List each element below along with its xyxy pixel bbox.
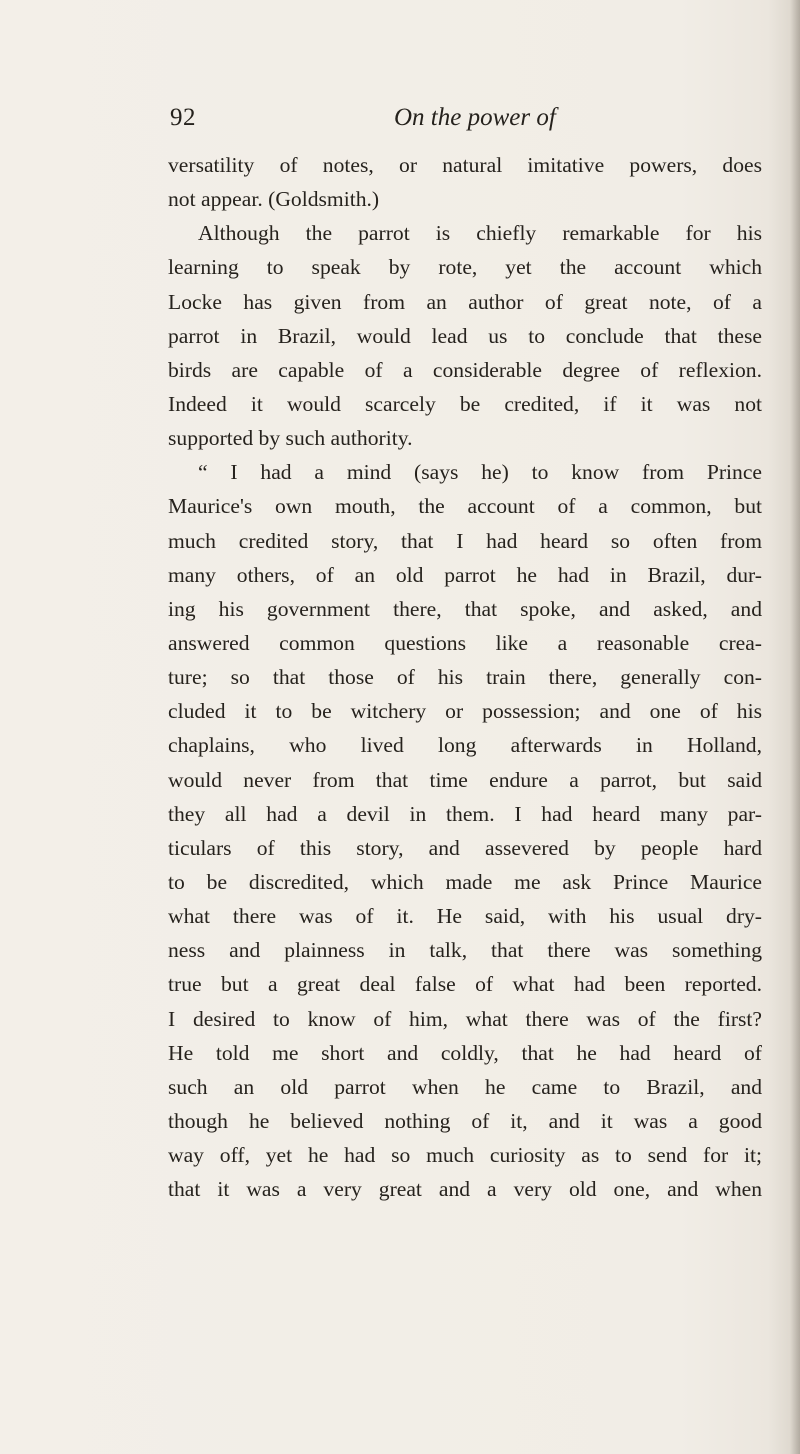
- text-line: not appear. (Goldsmith.): [168, 187, 380, 212]
- page-number: 92: [170, 104, 196, 131]
- text-line: ness and plainness in talk, that there was something: [168, 938, 762, 963]
- text-line: answered common questions like a reasonable crea-: [168, 630, 762, 655]
- text-line: ing his government there, that spoke, and asked, and: [168, 596, 762, 621]
- text-line: versatility of notes, or natural imitative powers, does: [168, 153, 762, 177]
- running-title: On the power of: [394, 104, 556, 131]
- text-line: ture; so that those of his train there, generally con-: [168, 665, 762, 690]
- text-line: many others, of an old parrot he had in Brazil, dur-: [168, 562, 762, 587]
- text-line: what there was of it. He said, with his usual dry-: [168, 904, 762, 929]
- text-line: such an old parrot when he came to Brazil, and: [168, 1074, 762, 1099]
- text-line: chaplains, who lived long afterwards in Holland,: [168, 733, 762, 758]
- page-edge-shadow: [790, 0, 800, 1454]
- text-line: parrot in Brazil, would lead us to conclude that these: [168, 323, 762, 348]
- text-line: birds are capable of a considerable degree of reflexion.: [168, 357, 762, 382]
- text-line: Although the parrot is chiefly remarkable for his: [198, 221, 762, 246]
- text-line: cluded it to be witchery or possession; and one of his: [168, 699, 762, 724]
- text-line: that it was a very great and a very old one, and when: [168, 1177, 762, 1202]
- text-line: they all had a devil in them. I had heard many par-: [168, 801, 762, 826]
- text-line: would never from that time endure a parrot, but said: [168, 767, 762, 792]
- text-line: Locke has given from an author of great note, of a: [168, 289, 762, 314]
- text-line: learning to speak by rote, yet the account which: [168, 255, 762, 280]
- running-header: [170, 104, 630, 140]
- text-line: to be discredited, which made me ask Prince Maurice: [168, 869, 762, 894]
- body-text: [168, 148, 762, 1206]
- text-line: He told me short and coldly, that he had heard of: [168, 1040, 762, 1065]
- text-line: I desired to know of him, what there was of the first?: [168, 1006, 762, 1031]
- text-line: though he believed nothing of it, and it was a good: [168, 1108, 762, 1133]
- text-line: Indeed it would scarcely be credited, if it was not: [168, 391, 762, 416]
- text-line: way off, yet he had so much curiosity as to send for it;: [168, 1143, 762, 1168]
- text-line: “ I had a mind (says he) to know from Prince: [198, 460, 762, 485]
- text-line: supported by such authority.: [168, 426, 413, 451]
- text-line: Maurice's own mouth, the account of a common, but: [168, 494, 762, 519]
- text-line: much credited story, that I had heard so often from: [168, 528, 762, 553]
- text-line: true but a great deal false of what had been reported.: [168, 972, 762, 997]
- text-line: ticulars of this story, and assevered by people hard: [168, 835, 762, 860]
